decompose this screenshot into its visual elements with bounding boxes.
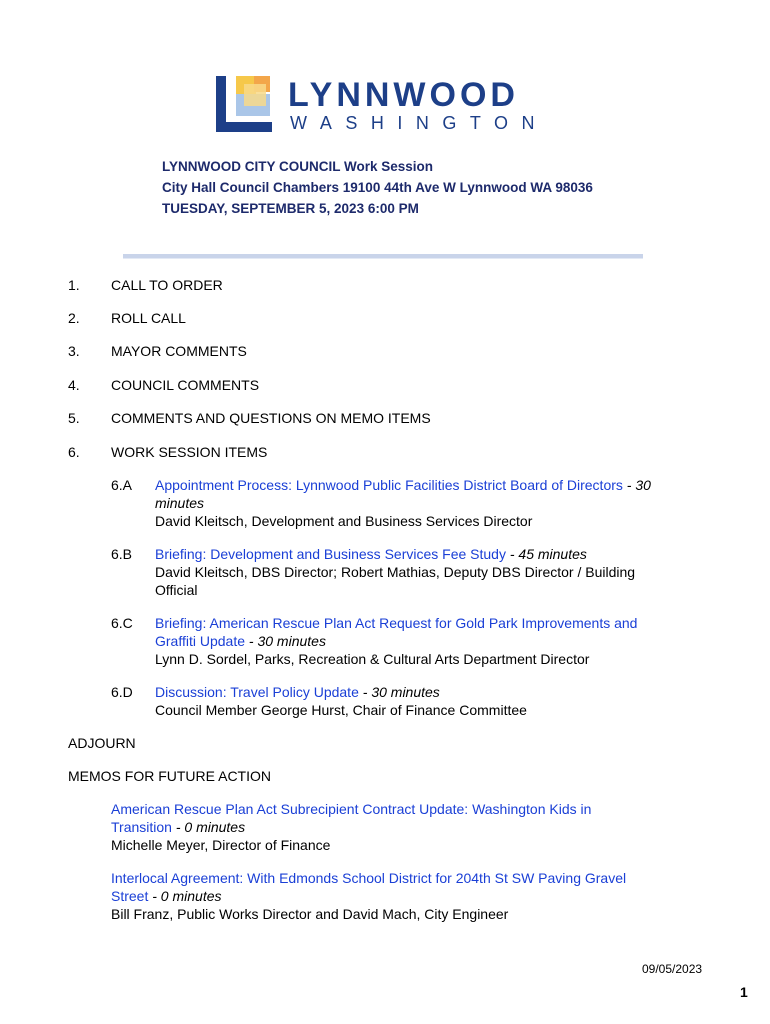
agenda-number: 2.: [68, 310, 80, 326]
meeting-header: [162, 156, 593, 219]
item-number: 6.B: [111, 546, 133, 562]
item-number: 6.D: [111, 684, 133, 700]
agenda-label: ROLL CALL: [111, 310, 186, 326]
item-6c-link[interactable]: Briefing: American Rescue Plan Act Request for Gold Park Improvements and: [155, 615, 638, 631]
memo-link[interactable]: Interlocal Agreement: With Edmonds School District for 204th St SW Paving Gravel: [111, 870, 627, 886]
memo-duration: - 0 minutes: [148, 888, 222, 904]
agenda-label: MAYOR COMMENTS: [111, 343, 247, 359]
item-6d-link[interactable]: Discussion: Travel Policy Update: [155, 684, 359, 700]
work-session-item-6b-body: [155, 545, 715, 599]
city-logo: [216, 76, 556, 136]
memo-presenter: Michelle Meyer, Director of Finance: [111, 837, 331, 853]
memo-link[interactable]: American Rescue Plan Act Subrecipient Contract Update: Washington Kids in: [111, 801, 592, 817]
memos-heading: MEMOS FOR FUTURE ACTION: [68, 768, 271, 784]
header-divider: [123, 254, 643, 259]
logo-subtitle: WASHINGTON: [290, 113, 549, 133]
agenda-number: 5.: [68, 410, 80, 426]
item-presenter: David Kleitsch, Development and Business Services Director: [155, 513, 533, 529]
item-presenter: David Kleitsch, DBS Director; Robert Mathias, Deputy DBS Director / Building: [155, 564, 636, 580]
item-duration: - 45 minutes: [505, 546, 587, 562]
work-session-item-6d-body: [155, 683, 715, 719]
agenda-label: WORK SESSION ITEMS: [111, 444, 268, 460]
memo-duration: - 0 minutes: [171, 819, 246, 835]
item-presenter-cont: Official: [155, 582, 198, 598]
meeting-location: City Hall Council Chambers 19100 44th Ave W Lynnwood WA 98036: [162, 180, 593, 195]
agenda-number: 3.: [68, 343, 80, 359]
footer-date: 09/05/2023: [642, 962, 703, 976]
page-number: 1: [740, 984, 748, 1000]
lynnwood-logo-mark-icon: [216, 76, 272, 132]
memo-presenter: Bill Franz, Public Works Director and David Mach, City Engineer: [111, 906, 509, 922]
item-number: 6.A: [111, 477, 133, 493]
agenda-number: 4.: [68, 377, 80, 393]
agenda-label: COUNCIL COMMENTS: [111, 377, 260, 393]
item-presenter: Council Member George Hurst, Chair of Finance Committee: [155, 702, 527, 718]
work-session-item-6c-body: [155, 614, 715, 668]
item-6b-link[interactable]: Briefing: Development and Business Services Fee Study: [155, 546, 506, 562]
agenda-label: COMMENTS AND QUESTIONS ON MEMO ITEMS: [111, 410, 431, 426]
logo-wordmark: LYNNWOOD: [288, 76, 519, 114]
item-duration-cont: minutes: [155, 495, 205, 511]
item-6a-link[interactable]: Appointment Process: Lynnwood Public Facilities District Board of Directors: [155, 477, 623, 493]
memo-link-cont[interactable]: Street: [111, 888, 149, 904]
work-session-item-6a-body: [155, 476, 715, 530]
item-duration: - 30 minutes: [245, 633, 326, 649]
item-presenter: Lynn D. Sordel, Parks, Recreation & Cultural Arts Department Director: [155, 651, 590, 667]
item-duration: - 30 minutes: [358, 684, 440, 700]
memo-link-cont[interactable]: Transition: [111, 819, 172, 835]
meeting-title: LYNNWOOD CITY COUNCIL Work Session: [162, 159, 434, 174]
item-6c-link-cont[interactable]: Graffiti Update: [155, 633, 246, 649]
agenda-label: CALL TO ORDER: [111, 277, 223, 293]
adjourn-heading: ADJOURN: [68, 735, 136, 751]
agenda-number: 1.: [68, 277, 80, 293]
agenda-number: 6.: [68, 444, 80, 460]
item-duration: - 30: [622, 477, 651, 493]
memo-item: [111, 869, 711, 923]
item-number: 6.C: [111, 615, 133, 631]
meeting-datetime: TUESDAY, SEPTEMBER 5, 2023 6:00 PM: [162, 201, 419, 216]
memo-item: [111, 800, 711, 854]
